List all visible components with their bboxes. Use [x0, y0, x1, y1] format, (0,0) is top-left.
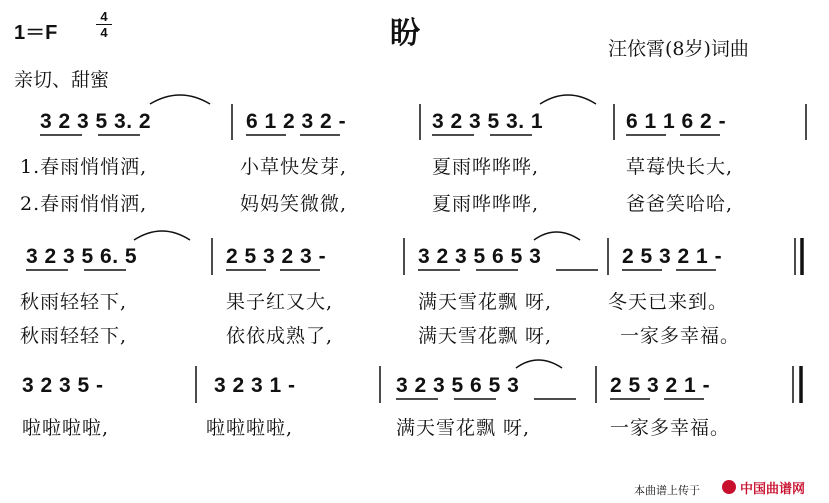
lyric-1-4-v1: 草莓快长大, — [626, 156, 734, 178]
author-credit: 汪依霄(8岁)词曲 — [608, 38, 749, 60]
site-logo-icon — [722, 480, 736, 494]
measure-2-2: 2 5 3 2 3 - — [226, 245, 327, 268]
lyric-2-3-v2: 满天雪花飘 呀, — [418, 325, 553, 347]
slur — [516, 360, 562, 368]
measure-3-2: 3 2 3 1 - — [214, 374, 296, 397]
lyric-1-3-v1: 夏雨哗哗哗, — [432, 156, 540, 178]
key-signature: 1＝F — [14, 22, 58, 44]
lyric-1-3-v2: 夏雨哗哗哗, — [432, 193, 540, 215]
slur — [134, 231, 190, 240]
lyric-1-4-v2: 爸爸笑哈哈, — [626, 193, 734, 215]
lyric-2-1-v2: 秋雨轻轻下, — [20, 325, 128, 347]
measure-2-4: 2 5 3 2 1 - — [622, 245, 723, 268]
measure-2-1: 3 2 3 5 6. 5 — [26, 245, 138, 268]
time-denominator: 4 — [100, 25, 108, 40]
measure-1-1: 3 2 3 5 3. 2 — [40, 110, 152, 133]
lyric-1-2-v2: 妈妈笑微微, — [240, 193, 348, 215]
slur — [150, 95, 210, 104]
lyric-2-3-v1: 满天雪花飘 呀, — [418, 291, 553, 313]
measure-3-3: 3 2 3 5 6 5 3 — [396, 374, 520, 397]
time-numerator: 4 — [100, 9, 108, 24]
song-title: 盼 — [390, 16, 420, 51]
slur — [540, 95, 596, 104]
lyric-2-4-v2: 一家多幸福。 — [620, 325, 741, 347]
measure-3-1: 3 2 3 5 - — [22, 374, 104, 397]
lyric-2-1-v1: 秋雨轻轻下, — [20, 291, 128, 313]
lyric-3-1: 啦啦啦啦, — [22, 417, 110, 439]
measure-1-3: 3 2 3 5 3. 1 — [432, 110, 544, 133]
lyric-3-2: 啦啦啦啦, — [206, 417, 294, 439]
lyric-3-4: 一家多幸福。 — [610, 417, 731, 439]
lyric-2-2-v1: 果子红又大, — [226, 291, 334, 313]
measure-3-4: 2 5 3 2 1 - — [610, 374, 711, 397]
lyric-2-4-v1: 冬天已来到。 — [608, 291, 729, 313]
lyric-2-2-v2: 依依成熟了, — [226, 325, 334, 347]
measure-1-4: 6 1 1 6 2 - — [626, 110, 727, 133]
measure-1-2: 6 1 2 3 2 - — [246, 110, 347, 133]
mood-marking: 亲切、甜蜜 — [14, 69, 110, 91]
measure-2-3: 3 2 3 5 6 5 3 — [418, 245, 542, 268]
slur — [534, 232, 580, 240]
upload-credit: 本曲谱上传于 — [634, 484, 700, 497]
site-name-link[interactable]: 中国曲谱网 — [740, 482, 806, 497]
lyric-1-2-v1: 小草快发芽, — [240, 156, 348, 178]
lyric-3-3: 满天雪花飘 呀, — [396, 417, 531, 439]
lyric-1-1-v1: 1.春雨悄悄洒, — [20, 156, 148, 178]
lyric-1-1-v2: 2.春雨悄悄洒, — [20, 193, 148, 215]
